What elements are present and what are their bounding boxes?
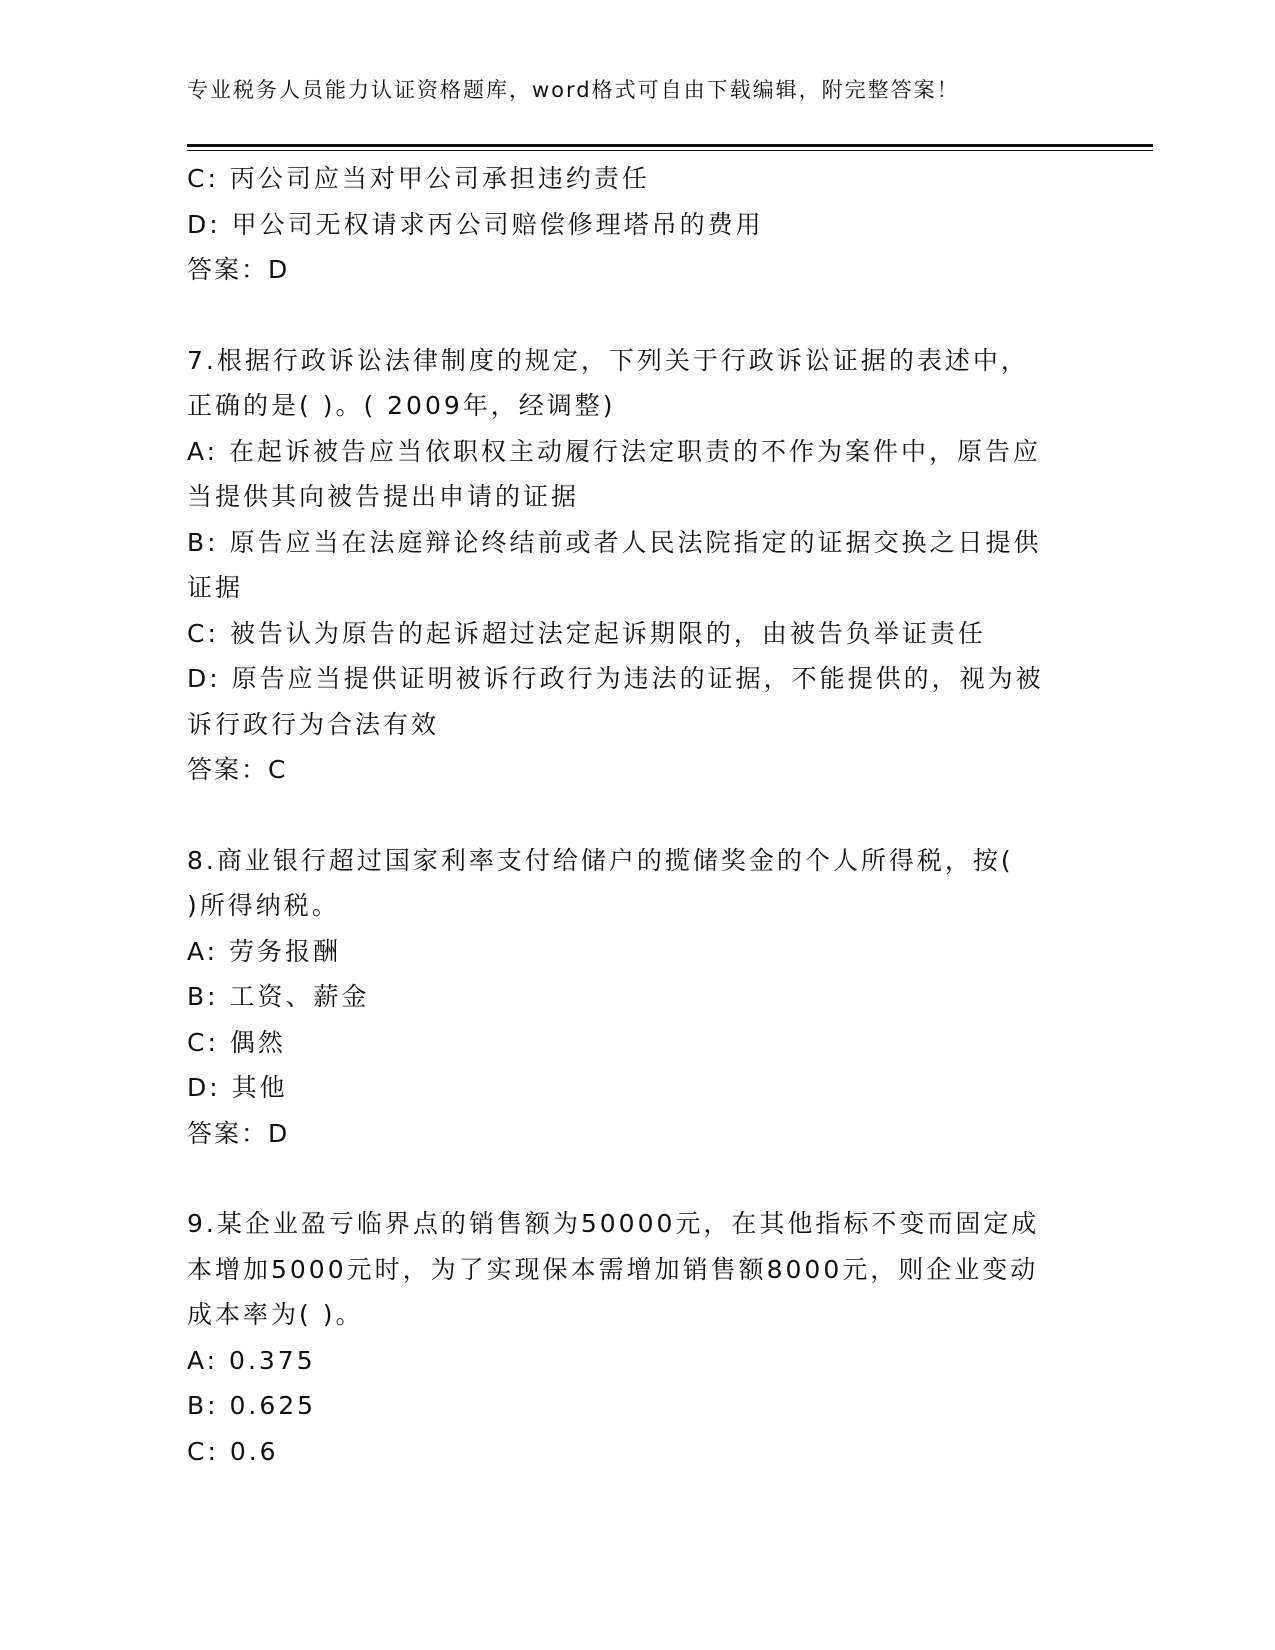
q8-option-c: C: 偶然 bbox=[187, 1027, 286, 1057]
q7-option-a-line-2: 当提供其向被告提出申请的证据 bbox=[187, 482, 580, 511]
q9-stem-line-2: 本增加5000元时，为了实现保本需增加销售额8000元，则企业变动 bbox=[187, 1254, 1039, 1284]
q8-stem-line-2: )所得纳税。 bbox=[187, 891, 340, 920]
spacer bbox=[187, 293, 1087, 338]
q6-option-d: D: 甲公司无权请求丙公司赔偿修理塔吊的费用 bbox=[187, 209, 764, 239]
page-header: 专业税务人员能力认证资格题库，word格式可自由下载编辑，附完整答案！ bbox=[187, 78, 960, 102]
q7-stem-line-2: 正确的是( )。( 2009年，经调整) bbox=[187, 391, 616, 420]
q9-stem-line-3: 成本率为( )。 bbox=[187, 1300, 364, 1329]
q7-option-b-line-2: 证据 bbox=[187, 573, 244, 602]
q9-option-b: B: 0.625 bbox=[187, 1391, 317, 1420]
q7-option-a-line-1: A: 在起诉被告应当依职权主动履行法定职责的不作为案件中，原告应 bbox=[187, 436, 1042, 466]
q6-option-c: C: 丙公司应当对甲公司承担违约责任 bbox=[187, 164, 650, 193]
q7-option-d-line-2: 诉行政行为合法有效 bbox=[187, 709, 440, 739]
q8-option-a: A: 劳务报酬 bbox=[187, 936, 342, 966]
question-content bbox=[187, 156, 1087, 1474]
q8-answer: 答案：D bbox=[187, 1118, 290, 1148]
spacer bbox=[187, 793, 1087, 838]
q7-stem-line-1: 7.根据行政诉讼法律制度的规定，下列关于行政诉讼证据的表述中， bbox=[187, 345, 1029, 375]
q7-option-c: C: 被告认为原告的起诉超过法定起诉期限的，由被告负举证责任 bbox=[187, 618, 986, 648]
header-rule-thick bbox=[187, 144, 1153, 147]
q6-answer: 答案：D bbox=[187, 255, 290, 284]
q8-option-b: B: 工资、薪金 bbox=[187, 982, 370, 1011]
header-rule-thin bbox=[187, 150, 1153, 151]
q9-stem-line-1: 9.某企业盈亏临界点的销售额为50000元，在其他指标不变而固定成 bbox=[187, 1209, 1040, 1238]
q8-stem-line-1: 8.商业银行超过国家利率支付给储户的揽储奖金的个人所得税，按( bbox=[187, 845, 1014, 875]
q7-option-b-line-1: B: 原告应当在法庭辩论终结前或者人民法院指定的证据交换之日提供 bbox=[187, 527, 1042, 557]
q9-option-c: C: 0.6 bbox=[187, 1436, 279, 1466]
q9-option-a: A: 0.375 bbox=[187, 1345, 316, 1375]
q7-answer: 答案：C bbox=[187, 755, 288, 784]
spacer bbox=[187, 1156, 1087, 1201]
q8-option-d: D: 其他 bbox=[187, 1073, 288, 1102]
q7-option-d-line-1: D: 原告应当提供证明被诉行政行为违法的证据，不能提供的，视为被 bbox=[187, 664, 1044, 693]
